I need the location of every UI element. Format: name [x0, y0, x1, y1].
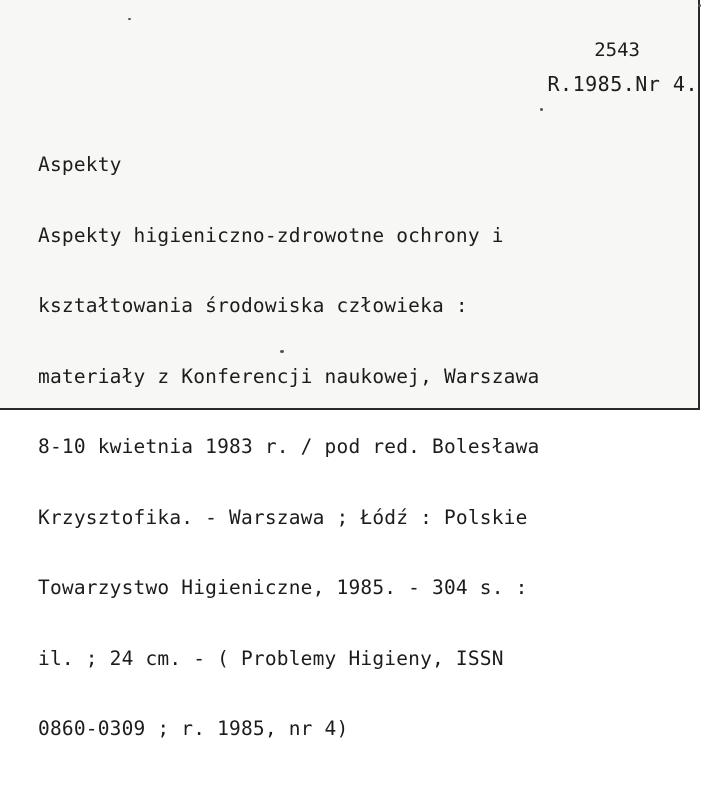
entry-line: 0860-0309 ; r. 1985, nr 4): [38, 717, 349, 740]
entry-line: 8-10 kwietnia 1983 r. / pod red. Bolesława: [38, 435, 540, 458]
bibliographic-entry: [38, 106, 539, 788]
entry-line: kształtowania środowiska człowieka :: [38, 294, 468, 317]
entry-line: Aspekty higieniczno-zdrowotne ochrony i: [38, 223, 504, 247]
entry-line: Towarzystwo Higieniczne, 1985. - 304 s. :: [38, 576, 528, 599]
dust-speck: [698, 4, 701, 7]
shelf-series: R.1985.Nr 4.: [547, 72, 698, 96]
shelf-number: 2543: [594, 39, 640, 61]
entry-line: Krzysztofika. - Warszawa ; Łódź : Polskie: [38, 505, 528, 529]
entry-heading: Aspekty: [38, 153, 122, 176]
entry-line: materiały z Konferencji naukowej, Warszawa: [38, 364, 540, 388]
dust-speck: [540, 108, 543, 111]
dust-speck: [280, 350, 284, 353]
dust-speck: [128, 18, 131, 20]
entry-line: il. ; 24 cm. - ( Problemy Higieny, ISSN: [38, 646, 504, 670]
